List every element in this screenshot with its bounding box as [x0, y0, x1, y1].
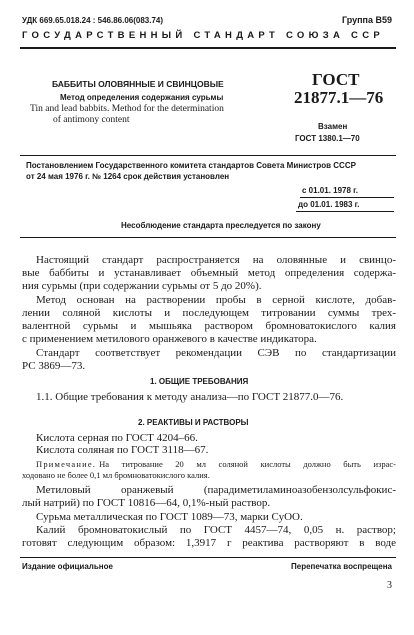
intro-p1-line2: вые баббиты и устанавливает объемный метод определения содержа- [22, 267, 396, 279]
footer-official-edition: Издание официальное [22, 562, 113, 571]
footer-rule [20, 557, 396, 558]
title-en-line1: Tin and lead babbits. Method for the determination [30, 104, 224, 114]
decree-line1: Постановлением Государственного комитета стандартов Совета Министров СССР [26, 161, 356, 170]
section1-heading: 1. ОБЩИЕ ТРЕБОВАНИЯ [150, 377, 249, 386]
intro-p2-line2: лении соляной кислоты и последующем титровании суммы трех- [22, 307, 396, 319]
validity-to: до 01.01. 1983 г. [298, 200, 360, 209]
intro-p2-line1: Метод основан на растворении пробы в серной кислоте, добав- [36, 294, 396, 306]
note-line2: ходовано не более 0,1 мл бромноватокислого калия. [22, 470, 210, 480]
reagent-hydrochloric-acid: Кислота соляная по ГОСТ 3118—67. [36, 444, 209, 456]
udk-code: УДК 669.65.018.24 : 546.86.06(083.74) [22, 16, 164, 25]
note-text-line1: На титрование 20 мл соляной кислоты должно быть израс- [99, 459, 396, 469]
title-ru: БАББИТЫ ОЛОВЯННЫЕ И СВИНЦОВЫЕ [52, 79, 224, 89]
footer-reprint-prohibited: Перепечатка воспрещена [291, 562, 392, 571]
validity-from: с 01.01. 1978 г. [302, 186, 358, 195]
decree-line2: от 24 мая 1976 г. № 1264 срок действия установлен [26, 172, 230, 181]
header-rule [20, 47, 396, 49]
intro-p2-line3: валентной сурьмы и мышьяка раствором бромноватокислого калия [22, 320, 396, 332]
reagent-sulfuric-acid: Кислота серная по ГОСТ 4204–66. [36, 432, 198, 444]
reagent-methyl-orange-line2: лый натрий) по ГОСТ 10816—64, 0,1%-ный раствор. [22, 497, 271, 509]
intro-p1-line3: ния сурьмы (при содержании сурьмы от 5 до 20%). [22, 280, 262, 292]
reagent-potassium-bromate-line2: готовят следующим образом: 1,3917 г реактива растворяют в воде [22, 537, 396, 549]
note-line1 [36, 459, 396, 469]
reagent-potassium-bromate-line1: Калий бромноватокислый по ГОСТ 4457—74, 0,05 н. раствор; [36, 524, 396, 536]
intro-p3-line2: РС 3869—73. [22, 360, 86, 372]
reagent-antimony: Сурьма металлическая по ГОСТ 1089—73, марки СуОО. [36, 511, 303, 523]
section2-heading: 2. РЕАКТИВЫ И РАСТВОРЫ [138, 418, 249, 427]
decree-rule [20, 237, 396, 238]
title-block-rule [20, 155, 396, 156]
page-number: 3 [387, 580, 392, 591]
intro-p3-line1: Стандарт соответствует рекомендации СЭВ по стандартизации [36, 347, 396, 359]
validity-from-underline [300, 197, 394, 198]
note-label: Примечание. [36, 459, 97, 469]
gost-label: ГОСТ [312, 70, 360, 89]
intro-p1-line1: Настоящий стандарт распространяется на оловянные и свинцо- [36, 254, 396, 266]
legal-notice: Несоблюдение стандарта преследуется по закону [121, 221, 321, 230]
gost-number: 21877.1—76 [294, 88, 384, 107]
validity-to-underline [296, 211, 394, 212]
intro-p2-line4: с применением метилового оранжевого в качестве индикатора. [22, 333, 317, 345]
replaces-label: Взамен [318, 122, 348, 131]
replaces-value: ГОСТ 1380.1—70 [295, 134, 360, 143]
state-standard-banner: ГОСУДАРСТВЕННЫЙ СТАНДАРТ СОЮЗА ССР [22, 30, 385, 41]
section1-text: 1.1. Общие требования к методу анализа—по ГОСТ 21877.0—76. [36, 391, 344, 403]
group-code: Группа В59 [341, 15, 392, 25]
reagent-methyl-orange-line1: Метиловый оранжевый (парадиметиламиноазобензолсульфокис- [36, 484, 396, 496]
title-en-line2: of antimony content [53, 115, 130, 125]
subtitle-ru: Метод определения содержания сурьмы [60, 93, 224, 102]
